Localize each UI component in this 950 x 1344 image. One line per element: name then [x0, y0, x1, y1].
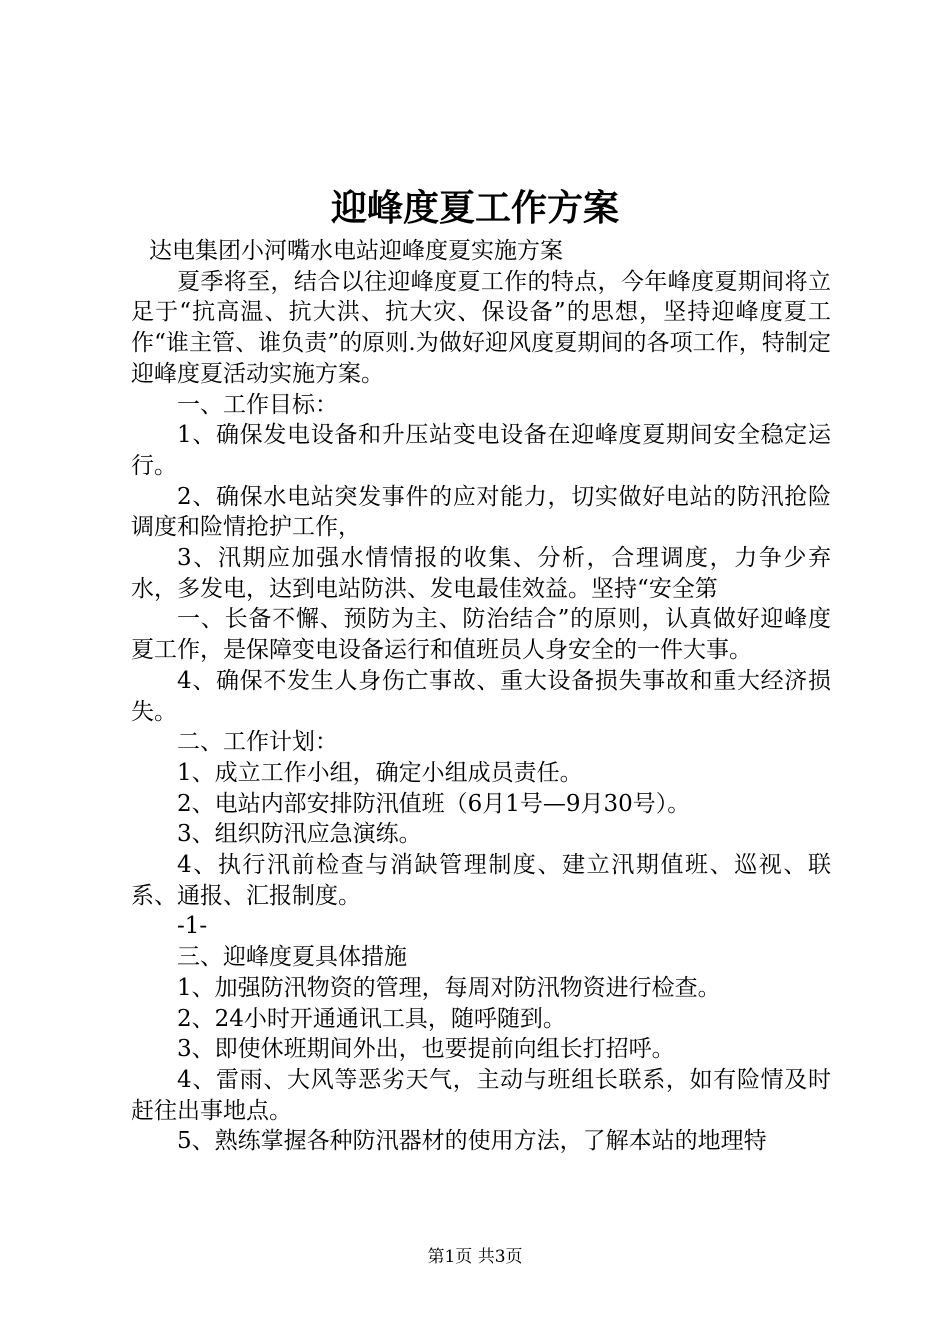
paragraph-subtitle: 达电集团小河嘴水电站迎峰度夏实施方案 [149, 238, 563, 264]
paragraph-plan-4: 4、执行汛前检查与消缺管理制度、建立汛期值班、巡视、联系、通报、汇报制度。 [131, 852, 831, 909]
page-footer: 第1页 共3页 [427, 1247, 523, 1267]
paragraph-goal-3: 3、汛期应加强水情情报的收集、分析，合理调度，力争少弃水，多发电，达到电站防洪、发电最佳效益。坚持“安全第 [131, 545, 831, 602]
section-heading-measures: 三、迎峰度夏具体措施 [177, 944, 407, 971]
paragraph-measure-1: 1、加强防汛物资的管理，每周对防汛物资进行检查。 [177, 974, 721, 1001]
inline-page-marker: -1- [177, 913, 208, 940]
paragraph-plan-3: 3、组织防汛应急演练。 [177, 821, 422, 848]
paragraph-plan-1: 1、成立工作小组，确定小组成员责任。 [177, 759, 583, 786]
paragraph-measure-3: 3、即使休班期间外出，也要提前向组长打招呼。 [177, 1036, 675, 1063]
paragraph-goal-2: 2、确保水电站突发事件的应对能力，切实做好电站的防汛抢险调度和险情抢护工作， [131, 483, 831, 541]
paragraph-goal-4: 4、确保不发生人身伤亡事故、重大设备损失事故和重大经济损失。 [131, 667, 831, 725]
paragraph-plan-2: 2、电站内部安排防汛值班（6月1号—9月30号）。 [177, 790, 691, 817]
paragraph-measure-5: 5、熟练掌握各种防汛器材的使用方法，了解本站的地理特 [177, 1128, 767, 1155]
section-heading-plan: 二、工作计划： [177, 729, 338, 756]
document-body [131, 236, 831, 1157]
paragraph-intro: 夏季将至，结合以往迎峰度夏工作的特点，今年峰度夏期间将立足于“抗高温、抗大洪、抗大灾、保设备”的思想，坚持迎峰度夏工作“谁主管、谁负责”的原则.为做好迎风度夏期间的各项工作，特制定迎峰度夏活动实施方案。 [131, 268, 831, 387]
document-title: 迎峰度夏工作方案 [330, 187, 619, 229]
paragraph-goal-1: 1、确保发电设备和升压站变电设备在迎峰度夏期间安全稳定运行。 [131, 422, 831, 479]
paragraph-measure-2: 2、24小时开通通讯工具，随呼随到。 [177, 1005, 566, 1032]
paragraph-goal-3-continued: 一、长备不懈、预防为主、防治结合”的原则，认真做好迎峰度夏工作，是保障变电设备运行和值班员人身安全的一件大事。 [131, 606, 831, 664]
section-heading-goals: 一、工作目标： [177, 391, 338, 418]
paragraph-measure-4: 4、雷雨、大风等恶劣天气，主动与班组长联系，如有险情及时赶往出事地点。 [131, 1066, 831, 1124]
